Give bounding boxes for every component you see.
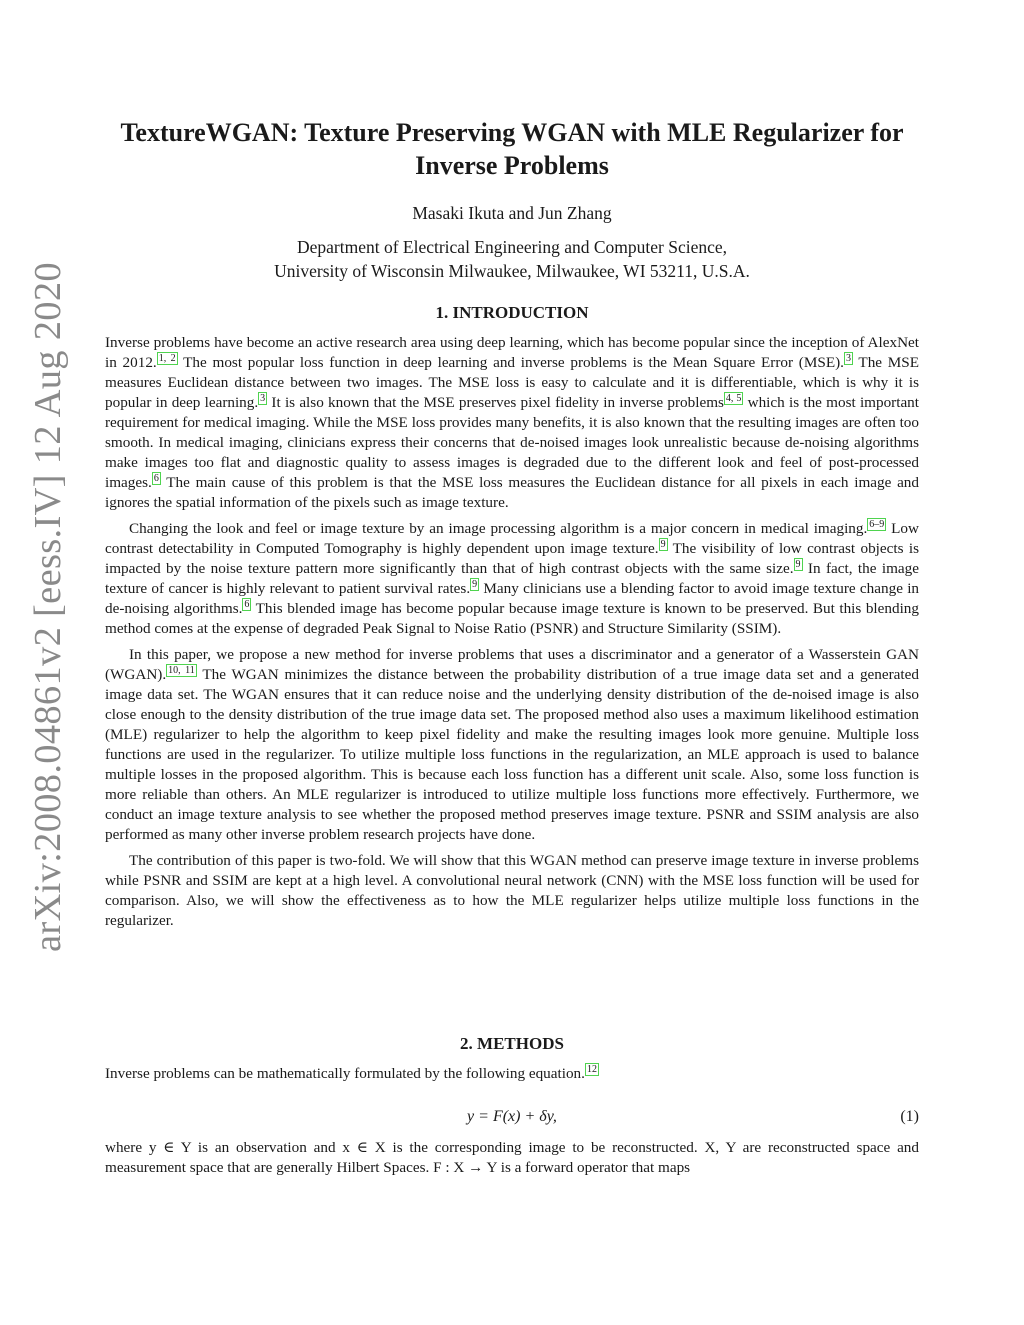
authors: Masaki Ikuta and Jun Zhang — [412, 203, 612, 223]
citation-link[interactable]: 9 — [472, 578, 478, 590]
citation-link[interactable]: 10, 11 — [168, 664, 195, 676]
paragraph-3: In this paper, we propose a new method for inverse problems that uses a discriminator and a generator of a Wasserstein GAN (WGAN). $^{10, 11}$ The WGAN minimizes the distance between the probability distribution of a true image data set and a generated image data set. The WGAN ensures that it can reduce noise and the underlying density distribution of the de-noised image is also close enough to the density distribution of the true image data set. The proposed method also uses a maximum likelihood estimation (MLE) regularizer to help the algorithm to keep pixel fidelity and make the resulting images look more genuine. Multiple loss functions are used in the regularizer. To utilize multiple loss functions in the regularization, an MLE approach is used to balance multiple losses in the proposed algorithm. This is because each loss function has a different unit scale. Also, some loss function is more reliable than others. An MLE regularizer is introduced to utilize multiple loss functions more effectively. Furthermore, we conduct an image texture analysis to see whether the proposed method preserves image texture. PSNR and SSIM analysis are also performed as many other inverse problem research projects have done. — [105, 646, 919, 843]
introduction-body — [105, 333, 919, 937]
citation-link[interactable]: 4, 5 — [725, 392, 742, 404]
paragraph-4: The contribution of this paper is two-fold. We will show that this WGAN method can preserve image texture in inverse problems while PSNR and SSIM are kept at a high level. A convolutional neural network (CNN) with the MSE loss function will be used for comparison. Also, we will show the effectiveness as to how the MLE regularizer helps utilize multiple loss functions in the regularizer. — [105, 852, 919, 929]
affiliation — [105, 235, 919, 283]
paragraph-2: Changing the look and feel or image texture by an image processing algorithm is a major concern in medical imaging. $^{6-9}$ Low contrast detectability in Computed Tomography is highly dependent upon image texture. $^9$ The visibility of low contrast objects is impacted by the noise texture pattern more significantly than that of high contrast objects with the same size. $^9$ In fact, the image texture of cancer is highly relevant to patient survival rates. $^9$ Many clinicians use a blending factor to avoid image texture change in de-noising algorithms. $^6$ This blended image has become popular because image texture is known to be preserved. But this blending method comes at the expense of degraded Peak Signal to Noise Ratio (PSNR) and Structure Similarity (SSIM). — [105, 518, 920, 637]
methods-intro: Inverse problems can be mathematically formulated by the following equation. $^{12}$ — [105, 1063, 597, 1082]
affiliation-line-1: Department of Electrical Engineering and Computer Science, — [296, 237, 728, 257]
section-heading-methods: 2. METHODS — [460, 1034, 564, 1053]
paper-title: TextureWGAN: Texture Preserving WGAN with MLE Regularizer for Inverse Problems — [120, 118, 904, 180]
affiliation-line-2: University of Wisconsin Milwaukee, Milwaukee, WI 53211, U.S.A. — [274, 261, 750, 281]
citation-link[interactable]: 6 — [153, 472, 159, 484]
citation-link[interactable]: 12 — [586, 1063, 597, 1075]
section-heading-introduction: 1. INTRODUCTION — [435, 303, 589, 322]
citation-link[interactable]: 6–9 — [869, 518, 885, 530]
citation-link[interactable]: 3 — [260, 392, 266, 404]
paragraph-1: Inverse problems have become an active research area using deep learning, which has become popular since the inception of AlexNet in 2012. $^{1, 2}$ The most popular loss function in deep learning and inverse problems is the Mean Square Error (MSE). $^3$ The MSE measures Euclidean distance between two images. The MSE loss is easy to calculate and it is differentiable, which is why it is popular in deep learning. $^3$ It is also known that the MSE preserves pixel fidelity in inverse problems $^{4, 5}$ which is the most important requirement for medical imaging. While the MSE loss provides many benefits, it is also known that the resulting images are often too smooth. In medical imaging, clinicians express their concerns that de-noised images look unrealistic because de-noising algorithms make images too flat and diagnostic quality to assess images is degraded due to the different look and feel of post-processed images. $^6$ The main cause of this problem is that the MSE loss measures the Euclidean distance for all pixels in each image and ignores the spatial information of the pixels such as image texture. — [105, 334, 919, 511]
equation-number: (1) — [900, 1108, 919, 1125]
citation-link[interactable]: 3 — [845, 352, 851, 364]
citation-link[interactable]: 1, 2 — [158, 352, 176, 364]
citation-link[interactable]: 9 — [660, 538, 666, 550]
citation-link[interactable]: 6 — [244, 598, 250, 610]
equation-1 — [105, 1108, 919, 1126]
methods-paragraph: where y ∈ Y is an observation and x ∈ X is the corresponding image to be reconstructed. X, Y are reconstructed space and measurement space that are generally Hilbert Spaces. F : X → Y is a forward operator that maps — [105, 1139, 919, 1176]
equation-formula: y = F(x) + δy, — [467, 1108, 557, 1125]
arxiv-identifier: arXiv:2008.04861v2 [eess.IV] 12 Aug 2020 — [27, 262, 69, 952]
citation-link[interactable]: 9 — [795, 558, 801, 570]
